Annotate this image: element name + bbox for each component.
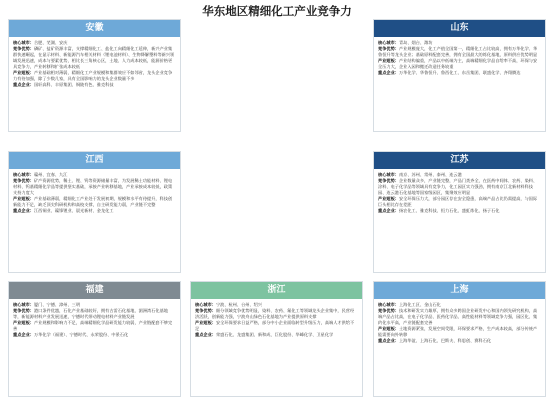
card-header-jiangxi: 江西 xyxy=(9,152,180,169)
key-companies-row: 重点企业：上海华谊、上海石化、巴斯夫、科思创、赛科石化 xyxy=(378,338,492,343)
card-header-fujian: 福建 xyxy=(9,282,180,299)
core-cities-row: 核心城市：上海化工区、金山石化 xyxy=(378,302,441,307)
advantages-row: 竞争优势：矿产资源优势，稀土、锂、钨等资源储量丰富，为发展稀土功能材料、锂电材料、钨基精细化学品等提供坚实基础，承接产业转移基地，产业承接成本较低，政策支持力度大 xyxy=(13,178,173,195)
core-cities-row: 核心城市：宁波、杭州、台州、绍兴 xyxy=(195,302,263,307)
weaknesses-row: 产业短板：土地资源紧张，发展空间受限，环保要求严格，生产成本较高，部分传统产能需要向外转移 xyxy=(378,326,538,337)
core-cities-row: 核心城市：合肥、芜湖、安庆 xyxy=(13,40,68,45)
advantages-row: 竞争优势：港口条件优越，石化产业基础较好，拥有古雷石化基地、湄洲湾石化基地等，新能源材料产业发展迅速，宁德时代带动锂电材料产业链发展 xyxy=(13,308,168,319)
advantages-row: 竞争优势：产业规模庞大，化工产值全国第一，精细化工占比较高，拥有万华化学、华鲁恒升等龙头企业；基础原料配套完善，拥有全国最大的炼化基地，原料供应优势明显 xyxy=(378,46,538,57)
card-body-jiangsu xyxy=(374,169,545,214)
card-body-zhejiang xyxy=(191,299,362,338)
card-body-anhui xyxy=(9,37,180,88)
province-card-zhejiang xyxy=(190,281,363,397)
card-body-shandong xyxy=(374,37,545,76)
weaknesses-row: 产业短板：产业基础薄弱，精细化工产业处于发展初期，规模和水平有待提升，科技创新能力不足，缺乏顶尖科研机构和高校支撑，自主研发能力弱，产业链不完整 xyxy=(13,196,173,207)
province-card-shandong xyxy=(373,19,546,132)
card-header-zhejiang: 浙江 xyxy=(191,282,362,299)
advantages-row: 竞争优势：细分领域竞争优势明显，染料、农药、氟化工等领域龙头企业集中，民营经济活跃，创新能力强，宁波舟山绿色石化基地为产业提供原料支撑 xyxy=(195,308,355,319)
weaknesses-row: 产业短板：安全环保要求日益严格，部分中小企业面临转型升级压力，高端人才供给不足 xyxy=(195,320,355,331)
weaknesses-row: 产业短板：产业基础相对薄弱，精细化工产业规模和集群效应不如邻省，龙头企业竞争力有待加强，除了少数几家，具有全国影响力的龙头企业数量不多 xyxy=(13,69,173,81)
weaknesses-row: 产业短板：产业结构偏重，产品以中低端为主，高端精细化学品自给率不高，环保与安全压力大，企业入园和搬迁改造任务较重 xyxy=(378,58,538,69)
core-cities-row: 核心城市：赣州、宜春、九江 xyxy=(13,172,68,177)
advantages-row: 竞争优势：磷矿、盐矿资源丰富，支撑精细化工、盐化工向精细化工延伸，新兴产业集群快速崛起，在显示材料、新能源汽车相关材料（锂电池材料）、生物降解塑料等新兴领域发展迅速，成本与要素优势，相比长三角核心区，土地、人力成本较低，能源价格更具竞争力，产业转移和扩张成本较低 xyxy=(13,46,175,69)
card-header-jiangsu: 江苏 xyxy=(374,152,545,169)
card-header-anhui: 安徽 xyxy=(9,20,180,37)
page-title: 华东地区精细化工产业竞争力 xyxy=(202,4,352,18)
key-companies-row: 重点企业：扬农化工、雅克科技、恒力石化、盛虹炼化、扬子石化 xyxy=(378,208,500,213)
card-header-shandong: 山东 xyxy=(374,20,545,37)
province-card-fujian xyxy=(8,281,181,397)
weaknesses-row: 产业短板：产业规模和影响力不足，高端精细化学品研发能力较弱，产业链配套不够完善 xyxy=(13,320,173,331)
province-card-anhui xyxy=(8,19,181,132)
card-body-jiangxi xyxy=(9,169,180,214)
core-cities-row: 核心城市：南京、苏州、常州、泰州、连云港 xyxy=(378,172,462,177)
key-companies-row: 重点企业：万华化学（福建）、宁德时代、永荣股份、中景石化 xyxy=(13,332,129,338)
card-body-shanghai xyxy=(374,299,545,344)
advantages-row: 竞争优势：企业数量众多，产业链完整，产品门类齐全，在医药中间体、农药、染料、涂料、电子化学品等领域具有竞争力，化工园区实力强劲，拥有南京江北新材料科技园、连云港石化基地等国家级园区，集聚效应明显 xyxy=(378,178,538,195)
province-card-jiangsu xyxy=(373,151,546,273)
core-cities-row: 核心城市：青岛、烟台、潍坊 xyxy=(378,40,433,45)
core-cities-row: 核心城市：厦门、宁德、漳州、三明 xyxy=(13,302,81,307)
weaknesses-row: 产业短板：安全环保压力大，部分园区存在安全隐患，高端产品占比仍需提高，与国际巨头相比存在差距 xyxy=(378,196,538,207)
province-card-shanghai xyxy=(373,281,546,397)
key-companies-row: 重点企业：江西铜业、赣锋锂业、晨光新材、金龙化工 xyxy=(13,208,114,213)
card-header-shanghai: 上海 xyxy=(374,282,545,299)
key-companies-row: 重点企业：万华化学、华鲁恒升、鲁西化工、东岳集团、联盛化学、齐翔腾达 xyxy=(378,70,521,76)
advantages-row: 竞争优势：技术和研发实力雄厚，拥有众多跨国企业研发中心和国内领先研究机构，高端产品占比高，在电子化学品、医药化学品、高性能材料等领域竞争力强，园区化、集约化水平高，产业链配套完善 xyxy=(378,308,538,325)
key-companies-row: 重点企业：国轩高科、丰原集团、铜陵有色、雅克科技 xyxy=(13,81,114,87)
province-card-jiangxi xyxy=(8,151,181,273)
key-companies-row: 重点企业：荣盛石化、龙盛集团、新和成、巨化股份、华峰化学、卫星化学 xyxy=(195,332,334,338)
card-body-fujian xyxy=(9,299,180,338)
